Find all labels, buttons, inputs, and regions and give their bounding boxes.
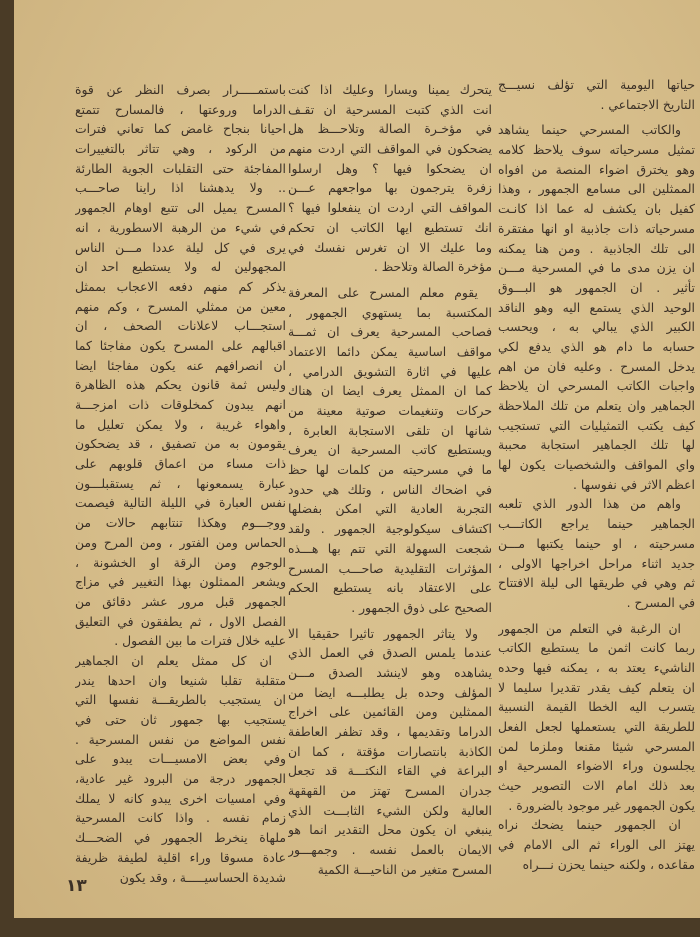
magazine-page	[14, 0, 700, 918]
text-line: ولا يتاثر الجمهور تاثيرا حقيقيا الا	[288, 625, 478, 641]
text-line: ووجـــوم وهكذا تنتابهم حالات من	[75, 515, 286, 531]
text-line: واي المواقف والشخصيات يكون لها	[498, 457, 695, 473]
text-line: واهواء غريبة ، ولا يمكن تعليل ما	[75, 416, 286, 432]
text-line: مواقف اساسية يمكن دائما الاعتماد	[288, 343, 492, 359]
text-column	[498, 75, 695, 875]
text-line: يجلسون وراء الاضواء المسرحية او	[498, 758, 695, 774]
text-line: ويشعر الممثلون بهذا التغيير في مزاج	[75, 574, 286, 590]
text-line: شديدة الحساسيـــــة ، وقد يكون	[119, 869, 286, 885]
text-line: مسرحياته ذات جاذبية او انها مفتقرة	[498, 220, 695, 236]
text-line: من الركود ، وهي تتاثر بالتغييرات	[75, 141, 286, 157]
text-line: ما في مسرحيته من كلمات لها حظ	[288, 462, 492, 478]
text-line: الدراما وتقديمها ، وقد تظفر العاطفة	[288, 724, 492, 739]
text-line: مؤخرة الصالة وتلاحظ .	[373, 259, 492, 275]
text-line: وهو يخترق اضواء المنصة من افواه	[498, 161, 695, 177]
text-line: الى تلك الجاذبية . ومن هنا يمكنه	[498, 240, 695, 256]
text-line: فصاحب المسرحية يعرف ان ثمـــة	[288, 324, 492, 340]
text-line: الصحيح على ذوق الجمهور .	[351, 599, 492, 615]
text-line: المواقف التي اردت ان ينفعلوا فيها ؟	[288, 200, 492, 216]
text-line: في اضحاك الناس ، وتلك هي حدود	[288, 481, 492, 497]
text-line: يذكر كم منهم دفعه الاعجاب بممثل	[75, 278, 286, 294]
text-line: حياتها اليومية التي تؤلف نسيـــج	[498, 77, 695, 92]
text-line: اعظم الاثر في نفوسها .	[573, 476, 695, 492]
text-line: يتحرك يمينا ويسارا وعليك اذا كنت	[288, 82, 492, 97]
text-line: والكاتب المسرحي حينما يشاهد	[498, 122, 681, 138]
text-line: زفرة يترجمون بها مواجعهم عـــن	[288, 180, 492, 196]
text-line: واجبات الكاتب المسرحي ان يلاحظ	[498, 378, 695, 394]
text-line: ان يضحكوا فيها ؟ وهل ارسلوا	[288, 160, 492, 176]
paragraph	[498, 619, 695, 816]
text-line: يهتز الى الوراء ثم الى الامام في	[498, 837, 695, 853]
text-line: الممثلين الى مسامع الجمهور ، وهذا	[498, 181, 695, 197]
text-line: احيانا بنجاح غامض كما تعاني فترات	[75, 121, 286, 137]
page-number: ١٣	[66, 876, 87, 896]
text-line: استجـــاب لاعلانات الصحف ، ان	[75, 318, 286, 334]
text-line: الكبير الذي يبالي به ، ويحسب	[498, 319, 695, 335]
text-line: المسرحي شيئا مقنعا وملزما لمن	[498, 738, 695, 754]
text-line: واهم من هذا الدور الذي تلعبه	[498, 496, 681, 512]
text-line: المكتسبة بما يستهوي الجمهور ،	[288, 304, 492, 320]
text-line: ينبغي ان يكون محل التقدير انما هو	[288, 822, 492, 838]
text-line: ثم وهي في طريقها الى ليلة الافتتاح	[498, 575, 695, 591]
text-line: مسرحيته ، او حينما يكتبها مـــن	[498, 535, 695, 551]
text-line: يستجيب بها جمهور ثان حتى في	[75, 712, 286, 727]
text-line: الممثلين ومن القائمين على اخراج	[288, 704, 492, 720]
text-line: المؤثرات التقليدية صاحـــب المسرح	[288, 560, 492, 576]
text-line: للطريقة التي يستعملها لجعل الفعل	[498, 719, 695, 734]
text-line: انهم يبدون كمخلوقات ذات امزجـــة	[75, 397, 286, 412]
paragraph	[75, 80, 286, 651]
text-line: الجماهير حينما يراجع الكاتـــب	[498, 516, 695, 532]
text-line: يضحكون في المواقف التي اردت منهم	[288, 141, 492, 157]
text-line: تأثير . ان الجمهور هو البـــوق	[498, 279, 695, 295]
text-line: يدخل المسرح . وعليه فان من اهم	[498, 358, 695, 374]
text-line: .. ولا يدهشنا اذا راينا صاحـــب	[75, 180, 286, 196]
text-line: جدران المسرح تهتز من القهقهة	[288, 783, 492, 799]
text-line: البراعة في القاء النكتـــة قد تجعل	[288, 763, 492, 779]
text-line: زمام نفسه . واذا كانت المسرحية	[75, 810, 286, 826]
text-line: الكاذبة بانتصارات مؤقتة ، كما ان	[288, 743, 492, 759]
text-line: معين من ممثلي المسرح ، وكم منهم	[75, 298, 286, 314]
text-line: اكتشاف سيكولوجية الجمهور . ولقد	[288, 521, 492, 537]
text-line: الجمهور درجة من البرود غير عادية،	[75, 771, 286, 787]
text-line: التجربة العادية التي امكن بفضلها	[288, 501, 492, 517]
text-line: الايمان بالعمل نفسه . وجمهـــور	[288, 842, 492, 858]
text-line: عليها في اثارة التشويق الدرامي ،	[288, 363, 492, 379]
text-line: اقبالهم على المسرح يكون مفاجئا كما	[75, 337, 286, 353]
text-line: بعد ذلك امام الات التصوير حيث	[498, 778, 695, 794]
paragraph	[288, 80, 492, 277]
paragraph	[75, 651, 286, 887]
text-line: المجهولين له ولا يستطيع احد ان	[75, 259, 286, 275]
text-line: مقاعده ، ولكنه حينما يحزن نـــراه	[522, 856, 695, 872]
text-line: يقوم معلم المسرح على المعرفة	[288, 284, 478, 300]
text-line: التاريخ الاجتماعي .	[600, 96, 695, 112]
text-line: ان يتعلم كيف يقدر تقديرا سليما لا	[498, 679, 695, 695]
text-line: الوجوم ومن الرقة او الخشونة ،	[75, 554, 286, 570]
text-line: يقومون به من تصفيق ، قد يضحكون	[75, 436, 286, 452]
text-line: ربما كانت اثمن ما يستطيع الكاتب	[498, 640, 695, 656]
text-line: يشاهده وهو لاينشد الصدق مـــن	[288, 664, 492, 680]
text-line: في المسرح .	[626, 594, 695, 610]
text-line: شانها ان تلقى الاستجابة العابرة ،	[288, 422, 492, 438]
paragraph	[498, 494, 695, 612]
text-line: تمثيل مسرحياته سوف يلاحظ كلامه	[498, 142, 695, 158]
text-line: الجماهير وان يتعلم من تلك الملاحظة	[498, 398, 695, 413]
text-line: على الاعتقاد بانه يستطيع الحكم	[288, 580, 492, 596]
text-line: حسابه ما دام هو الذي يدفع لكي	[498, 338, 695, 354]
text-line: ان كل ممثل يعلم ان الجماهير	[75, 652, 272, 668]
paragraph	[288, 283, 492, 618]
text-line: المسرح متغير من الناحيـــة الكمية	[317, 861, 492, 877]
paragraph	[498, 75, 695, 114]
text-line: باستمـــــرار بصرف النظر عن قوة	[75, 82, 286, 97]
text-line: لها تلك الجماهير استجابة محببة	[498, 437, 695, 453]
paragraph	[498, 815, 695, 874]
text-line: ان الرغبة في التعلم من الجمهور	[498, 620, 681, 636]
text-line: وفي امسيات اخرى يبدو كانه لا يملك	[75, 790, 286, 806]
text-line: ملهاة ينخرط الجمهور في الضحـــك	[75, 830, 286, 846]
text-line: ان يستجيب بالطريقـــة نفسها التي	[75, 692, 286, 708]
text-line: الجمهور قبل مرور عشر دقائق من	[75, 593, 286, 609]
paragraph	[288, 624, 492, 880]
text-line: في شيء من الرهبة الاسطورية ، انه	[75, 219, 286, 235]
text-line: العالية ولكن الشيء الثابـــت الذي	[288, 802, 492, 818]
paragraph	[498, 120, 695, 494]
text-line: ذات مساء من اعماق قلوبهم على	[75, 456, 286, 472]
text-line: ان انصرافهم عنه يكون مفاجئا ايضا	[75, 357, 286, 373]
text-line: الحماس ومن الفتور ، ومن المرح ومن	[75, 534, 286, 550]
text-line: يتسرب اليه الخطا القيمة النسبية	[498, 699, 695, 715]
text-line: في مؤخـرة الصالة وتلاحـــظ هل	[288, 121, 492, 137]
text-line: الدراما وروعتها ، فالمسارح تتمتع	[75, 101, 286, 117]
text-line: ويستطيع كاتب المسرحية ان يعرف	[288, 442, 492, 458]
text-line: المسرح يميل الى تتبع اوهام الجمهور	[75, 200, 286, 216]
text-line: عبارة يسمعونها ، ثم يستقبلـــون	[75, 475, 286, 491]
text-line: المؤلف وحده بل يطلبـــه ايضا من	[288, 684, 492, 700]
text-line: شجعت السهولة التي تتم بها هـــذه	[288, 540, 492, 556]
text-line: نفس العبارة في الليلة التالية فيصمت	[75, 495, 286, 511]
text-line: وما عليك الا ان تغرس نفسك في	[288, 239, 492, 255]
text-line: عليه خلال فترات ما بين الفصول .	[114, 633, 286, 649]
text-line: متقلبة تقلبا شنيعا وان احدها يندر	[75, 672, 286, 688]
text-line: حركات وتنغيمات صوتية معينة من	[288, 403, 492, 418]
text-line: وليس ثمة قانون يحكم هذه الظاهرة	[75, 377, 286, 393]
text-line: الوحيد الذي يستمع اليه وهو الناقد	[498, 299, 695, 315]
text-line: عندما يلمس الصدق في العمل الذي	[288, 645, 492, 661]
text-line: نفس المواضع من نفس المسرحية .	[75, 731, 286, 747]
text-line: انك تستطيع ايها الكاتب ان تحكم	[288, 219, 492, 235]
text-line: كما ان الممثل يعرف ايضا ان هناك	[288, 383, 492, 399]
text-line: يرى في كل ليلة عددا مـــن الناس	[75, 239, 286, 255]
text-line: ان يزن مدى ما في المسرحية مـــن	[498, 260, 695, 276]
text-line: الناشيء يعتد به ، يمكنه فيها وحده	[498, 659, 695, 675]
text-column	[75, 80, 286, 887]
text-line: عادة مسوقا وراء اقلية لطيفة ظريفة	[75, 849, 286, 865]
text-line: الفصل الاول ، ثم يطفقون في التعليق	[75, 613, 286, 629]
text-column	[288, 80, 492, 880]
text-line: انت الذي كتبت المسرحية ان تقـف	[288, 101, 492, 117]
text-line: كيف يكتب التمثيليات التي تستجيب	[498, 417, 695, 433]
text-line: يكون الجمهور غير موجود بالضرورة .	[508, 797, 695, 813]
text-line: ان الجمهور حينما يضحك نراه	[498, 817, 681, 833]
text-line: المفاجئة حتى التقلبات الجوية الطارئة	[75, 160, 286, 176]
text-line: وفي بعض الامسيـــات يبدو على	[75, 751, 286, 767]
text-line: جديد اثناء مراحل اخراجها الاولى ،	[498, 555, 695, 571]
text-line: كفيل بان يكشف له عما اذا كانـت	[498, 201, 695, 217]
